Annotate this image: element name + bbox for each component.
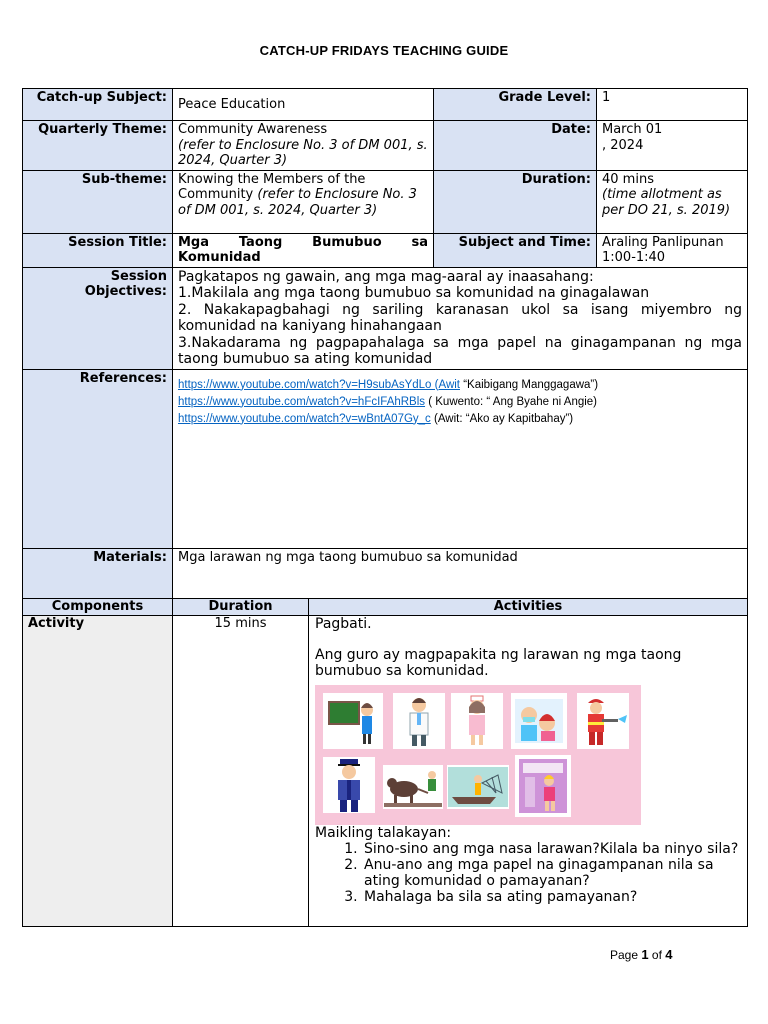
reference-note: (Awit: “Ako ay Kapitbahay”) (430, 412, 574, 425)
theme-value: Community Awareness (178, 122, 328, 137)
grade-label: Grade Level: (434, 89, 597, 121)
references-label: References: (23, 369, 173, 548)
reference-link[interactable]: https://www.youtube.com/watch?v=wBntA07Gy_c (178, 412, 431, 425)
dentist-icon (511, 693, 567, 749)
objectives-intro: Pagkatapos ng gawain, ang mga mag-aaral ay inaasahang: (178, 268, 594, 285)
activities-header: Activities (309, 599, 748, 616)
question-item: 3. Mahalaga ba sila sa ating pamayanan? (362, 889, 742, 905)
question-list (315, 841, 742, 905)
references-cell (173, 369, 748, 548)
theme-label: Quarterly Theme: (23, 121, 173, 171)
reference-link[interactable]: https://www.youtube.com/watch?v=hFcIFAhRBls (178, 395, 426, 408)
objective-item: 1.Makilala ang mga taong bumubuo sa komunidad na ginagalawan (178, 285, 650, 301)
subject-time-label: Subject and Time: (434, 233, 597, 267)
date-value-2: , 2024 (602, 137, 644, 153)
of-word: of (648, 948, 666, 962)
subtheme-cell (173, 170, 434, 233)
page-current: 1 (641, 947, 649, 962)
subtheme-label: Sub-theme: (23, 170, 173, 233)
components-table (22, 598, 748, 927)
reference-link[interactable]: https://www.youtube.com/watch?v=H9subAsYdLo (Awit (178, 378, 460, 391)
duration-value: 40 mins (602, 171, 654, 187)
vendor-icon (515, 755, 571, 817)
components-header: Components (23, 599, 173, 616)
info-table (22, 88, 748, 604)
date-label: Date: (434, 121, 597, 171)
community-members-picture (315, 685, 641, 825)
nurse-icon (451, 693, 503, 749)
reference-item (178, 377, 742, 394)
duration-label: Duration: (434, 170, 597, 233)
subject-label: Catch-up Subject: (23, 89, 173, 121)
page-title: CATCH-UP FRIDAYS TEACHING GUIDE (259, 43, 509, 58)
doctor-icon (393, 693, 445, 749)
page-word: Page (610, 948, 642, 962)
theme-note: (refer to Enclosure No. 3 of DM 001, s. 2024, Quarter 3) (178, 137, 428, 168)
subtheme-value: Knowing the Members of the Community (178, 171, 366, 202)
theme-cell (173, 121, 434, 171)
session-title-value: Mga Taong Bumubuo sa Komunidad (173, 233, 434, 267)
session-title-label: Session Title: (23, 233, 173, 267)
duration-cell (597, 170, 748, 233)
teacher-icon (323, 693, 383, 749)
farmer-icon (383, 765, 443, 809)
duration-header: Duration (173, 599, 309, 616)
page-number (610, 947, 673, 962)
activity-component: Activity (23, 615, 173, 926)
objective-item: 2. Nakakapagbahagi ng sariling karanasan ukol sa isang miyembro ng komunidad na kaniyang hinahangaan (178, 301, 742, 334)
fisherman-icon (447, 765, 509, 809)
reference-item (178, 411, 742, 428)
activity-cell (309, 615, 748, 926)
reference-item (178, 394, 742, 411)
firefighter-icon (577, 693, 629, 749)
grade-value: 1 (597, 89, 748, 121)
objective-item: 3.Nakadarama ng pagpapahalaga sa mga papel na ginagampanan ng mga taong bumubuo sa ating komunidad (178, 334, 742, 367)
question-item: 1. Sino-sino ang mga nasa larawan?Kilala ba ninyo sila? (362, 841, 742, 857)
discussion-label: Maikling talakayan: (315, 824, 452, 841)
objectives-cell (173, 267, 748, 369)
subject-time-value-2: 1:00-1:40 (602, 250, 666, 265)
duration-note: (time allotment as per DO 21, s. 2019) (602, 187, 731, 218)
subtheme-note: (refer to Enclosure No. 3 of DM 001, s. 2024, Quarter 3) (178, 187, 417, 218)
subject-time-cell (597, 233, 748, 267)
activity-duration: 15 mins (173, 615, 309, 926)
date-value-1: March 01 (602, 122, 663, 137)
reference-note: “Kaibigang Manggagawa”) (460, 378, 599, 391)
objectives-label: Session Objectives: (23, 267, 173, 369)
materials-value: Mga larawan ng mga taong bumubuo sa komunidad (173, 548, 748, 603)
subject-value: Peace Education (173, 89, 434, 121)
greeting-text: Pagbati. (315, 615, 372, 632)
reference-note: ( Kuwento: “ Ang Byahe ni Angie) (425, 395, 598, 408)
date-cell (597, 121, 748, 171)
page-total: 4 (665, 947, 673, 962)
police-icon (323, 757, 375, 813)
materials-label: Materials: (23, 548, 173, 603)
question-item: 2. Anu-ano ang mga papel na ginagampanan nila sa ating komunidad o pamayanan? (362, 857, 742, 889)
subject-time-value-1: Araling Panlipunan (602, 234, 724, 250)
instruction-text: Ang guro ay magpapakita ng larawan ng mga taong bumubuo sa komunidad. (315, 646, 682, 679)
